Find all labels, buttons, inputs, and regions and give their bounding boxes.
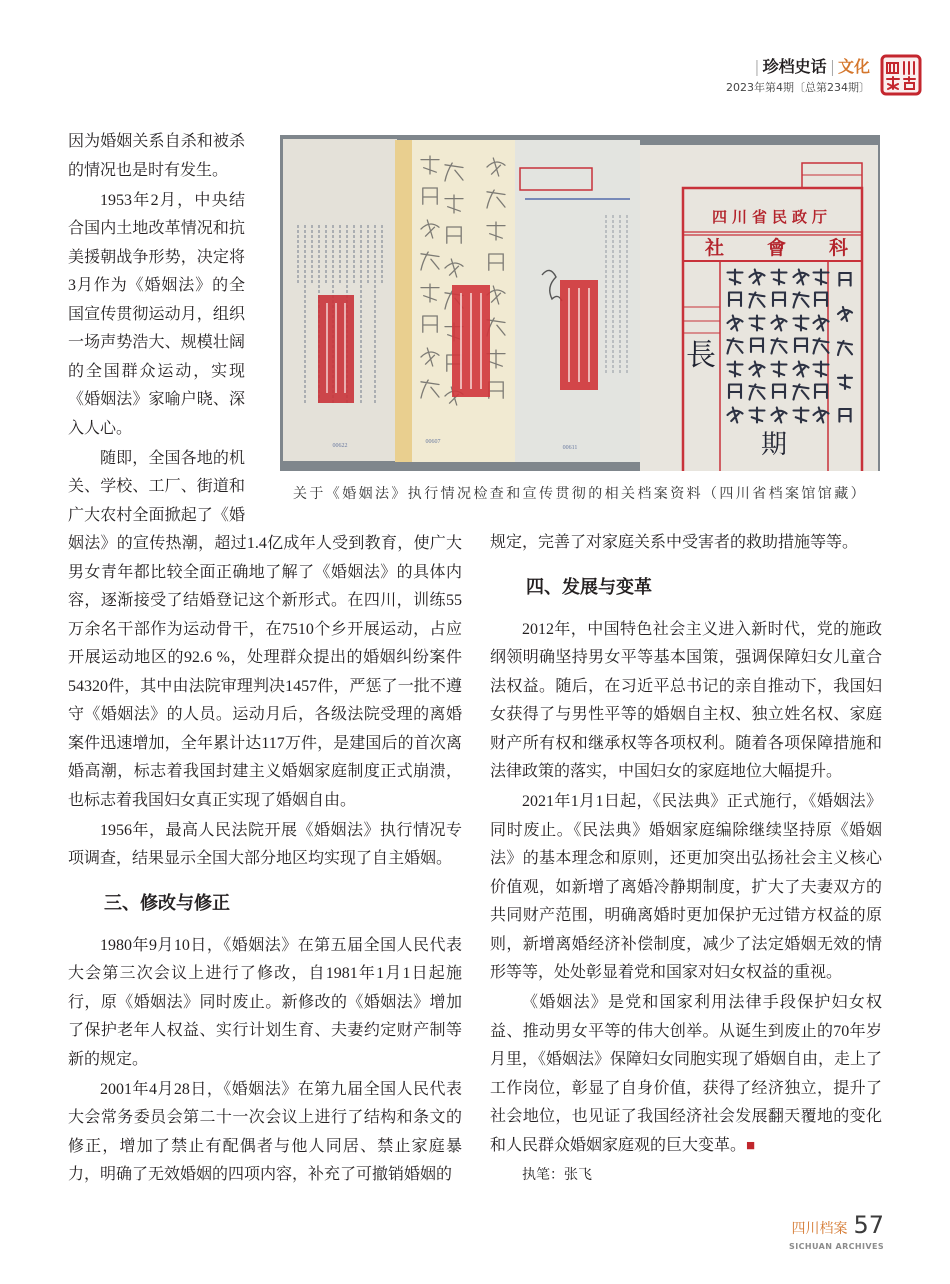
- running-header: [690, 57, 870, 95]
- archive-number: 00607: [425, 439, 441, 445]
- paragraph: 1980年9月10日，《婚姻法》在第五届全国人民代表大会第三次会议上进行了修改，自1981年1月1日起施行，原《婚姻法》同时废止。新修改的《婚姻法》增加了保护老年人权益、实行计划生育、夫妻约定财产制等新的规定。: [68, 936, 462, 1068]
- paragraph: 因为婚姻关系自杀和被杀的情况也是时有发生。: [68, 133, 245, 179]
- archive-number: 00611: [562, 445, 578, 451]
- header-category: 文化: [837, 57, 870, 76]
- paragraph: 随即，全国各地的机关、学校、工厂、街道和广大农村全面掀起了《婚姻法》的宣传热潮，超过1.4亿成年人受到教育，使广大男女青年都比较全面正确地了解了《婚姻法》的具体内容，逐渐接受了结婚登记这个新形式。在四川，训练55万余名干部作为运动骨干，在7510个乡开展运动，占应开展运动地区的92.6 %，处理群众提出的婚姻纠纷案件54320件，其中由法院审理判决1457件，严惩了一批不遵守《婚姻法》的人员。运动月后，各级法院受理的离婚案件迅速增加，全年累计达117万件，是建国后的首次离婚高潮，标志着我国封建主义婚姻家庭制度正式崩溃，也标志着我国妇女真正实现了婚姻自由。: [68, 449, 462, 809]
- form-section-text: 社會科: [704, 238, 880, 259]
- header-separator: |: [754, 57, 760, 76]
- paragraph: 2012年，中国特色社会主义进入新时代，党的施政纲领明确坚持男女平等基本国策，强调保障妇女儿童合法权益。随后，在习近平总书记的亲自推动下，我国妇女获得了与男性平等的婚姻自主权、独立姓名权、家庭财产所有权和继承权等各项权利。随着各项保障措施和法律政策的落实，中国妇女的家庭地位大幅提升。: [490, 620, 882, 780]
- paragraph: 1953年2月，中央结合国内土地改革情况和抗美援朝战争形势，决定将3月作为《婚姻法》的全国宣传贯彻运动月，组织一场声势浩大、规模壮阔的全国群众运动，实现《婚姻法》家喻户晓、深入人心。: [68, 191, 245, 437]
- form-handwritten-char: 長: [686, 339, 716, 372]
- article-right-column: [490, 529, 882, 1190]
- red-stamp: [560, 280, 598, 390]
- document-sheet-4: [640, 145, 880, 471]
- page-footer: [740, 1212, 884, 1252]
- section-heading: 三、修改与修正: [104, 892, 230, 914]
- form-handwritten-char: 期: [760, 430, 788, 459]
- end-mark-icon: ■: [746, 1137, 756, 1154]
- author-byline: 执笔：张飞: [522, 1167, 592, 1183]
- magazine-name: 四川档案: [791, 1221, 848, 1237]
- header-issue: 2023年第4期〔总第234期〕: [726, 81, 870, 94]
- paragraph-text: 《婚姻法》是党和国家利用法律手段保护妇女权益、推动男女平等的伟大创举。从诞生到废止的70年岁月里，《婚姻法》保障妇女同胞实现了婚姻自由，走上了工作岗位，彰显了自身价值，获得了经济独立，提升了社会地位，也见证了我国经济社会发展翻天覆地的变化和人民群众婚姻家庭观的巨大变革。: [490, 994, 883, 1154]
- seal-logo-icon: [880, 54, 922, 96]
- header-section-line: [690, 57, 870, 77]
- paragraph: 1956年，最高人民法院开展《婚姻法》执行情况专项调查，结果显示全国大部分地区均实现了自主婚姻。: [68, 821, 462, 867]
- section-heading: 四、发展与变革: [526, 576, 652, 598]
- figure-caption: 关于《婚姻法》执行情况检查和宣传贯彻的相关档案资料（四川省档案馆馆藏）: [293, 487, 867, 502]
- form-header-text: 四川省民政厅: [711, 210, 833, 226]
- article-left-column: [68, 128, 462, 1191]
- document-sheet-3: [515, 140, 640, 462]
- header-section-title: 珍档史话: [762, 57, 827, 76]
- page-number: 57: [853, 1211, 884, 1239]
- paragraph: 2001年4月28日，《婚姻法》在第九届全国人民代表大会常务委员会第二十一次会议上进行了结构和条文的修正，增加了禁止有配偶者与他人同居、禁止家庭暴力，明确了无效婚姻的四项内容，补充了可撤销婚姻的: [68, 1080, 462, 1183]
- header-separator: |: [829, 57, 835, 76]
- paragraph: 规定，完善了对家庭关系中受害者的救助措施等等。: [490, 534, 859, 551]
- figure-wrap-spacer: [245, 128, 462, 529]
- paragraph: [490, 989, 882, 1160]
- archive-number: 00622: [332, 443, 348, 449]
- magazine-english-name: SICHUAN ARCHIVES: [789, 1242, 884, 1251]
- paragraph: 2021年1月1日起，《民法典》正式施行，《婚姻法》同时废止。《民法典》婚姻家庭编除继续坚持原《婚姻法》的基本理念和原则，还更加突出弘扬社会主义核心价值观，如新增了离婚冷静期制度，扩大了夫妻双方的共同财产范围，明确离婚时更加保护无过错方权益的原则，新增离婚经济补偿制度，减少了法定婚姻无效的情形等等，处处彰显着党和国家对妇女权益的重视。: [490, 793, 882, 981]
